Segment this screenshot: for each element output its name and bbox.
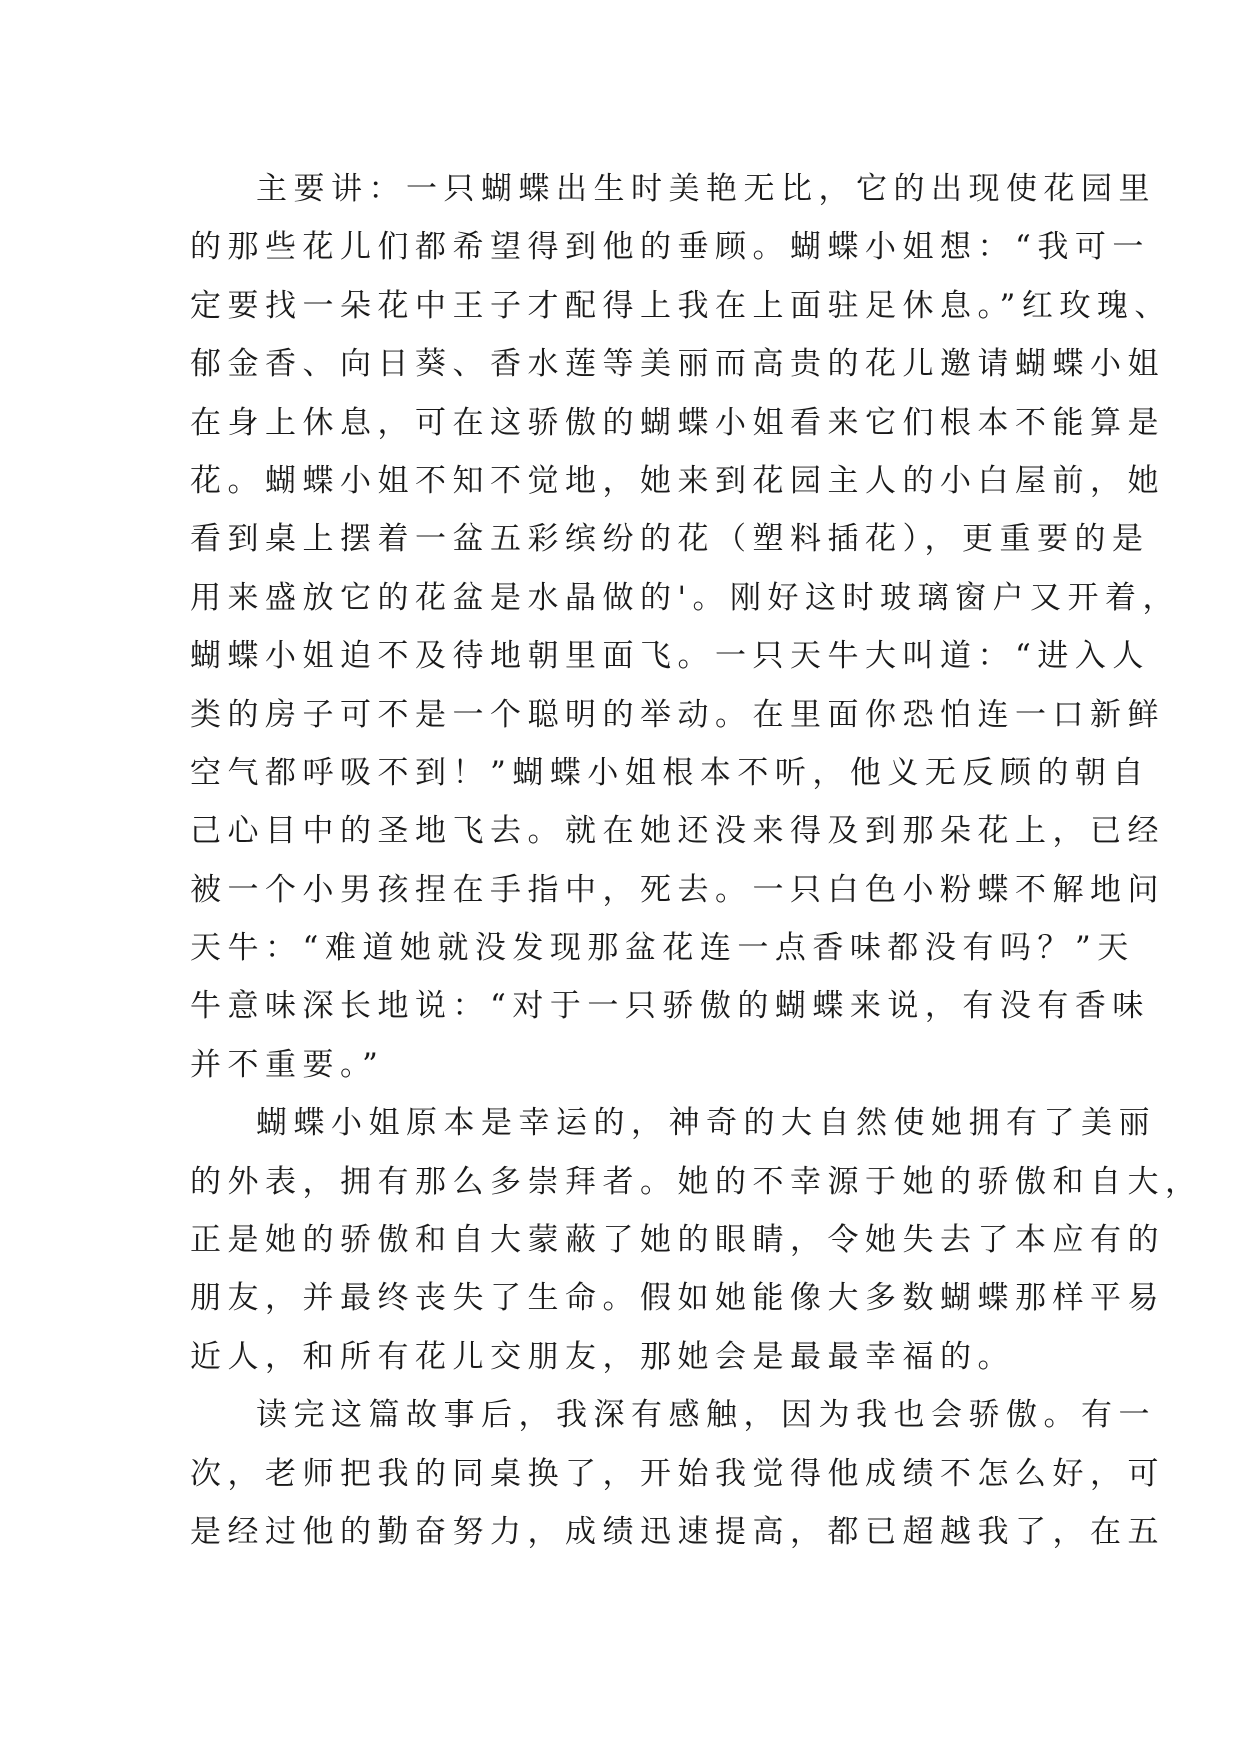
text-line: 的外表，拥有那么多崇拜者。她的不幸源于她的骄傲和自大，: [190, 1163, 1203, 1200]
text-line: 次，老师把我的同桌换了，开始我觉得他成绩不怎么好，可: [190, 1455, 1165, 1492]
document-body: [190, 160, 1203, 1561]
text-line: 郁金香、向日葵、香水莲等美丽而高贵的花儿邀请蝴蝶小姐: [190, 346, 1165, 383]
text-line: 天牛：“难道她就没发现那盆花连一点香味都没有吗？”天: [190, 930, 1135, 967]
text-line: 蝴蝶小姐迫不及待地朝里面飞。一只天牛大叫道：“进入人: [190, 638, 1150, 675]
text-line: 的那些花儿们都希望得到他的垂顾。蝴蝶小姐想：“我可一: [190, 229, 1150, 266]
text-line: 己心目中的圣地飞去。就在她还没来得及到那朵花上，已经: [190, 813, 1165, 850]
text-line: 读完这篇故事后，我深有感触，因为我也会骄傲。有一: [256, 1397, 1156, 1434]
text-line: 定要找一朵花中王子才配得上我在上面驻足休息。”红玫瑰、: [190, 287, 1172, 324]
text-line: 看到桌上摆着一盆五彩缤纷的花（塑料插花），更重要的是: [190, 521, 1150, 558]
text-line: 被一个小男孩捏在手指中，死去。一只白色小粉蝶不解地问: [190, 871, 1165, 908]
text-line: 用来盛放它的花盆是水晶做的'。刚好这时玻璃窗户又开着，: [190, 579, 1181, 616]
text-line: 并不重要。”: [190, 1046, 385, 1083]
text-line: 花。蝴蝶小姐不知不觉地，她来到花园主人的小白屋前，她: [190, 462, 1165, 499]
text-line: 蝴蝶小姐原本是幸运的，神奇的大自然使她拥有了美丽: [256, 1105, 1156, 1142]
text-line: 牛意味深长地说：“对于一只骄傲的蝴蝶来说，有没有香味: [190, 988, 1150, 1025]
text-line: 是经过他的勤奋努力，成绩迅速提高，都已超越我了，在五: [190, 1513, 1165, 1550]
text-line: 主要讲：一只蝴蝶出生时美艳无比，它的出现使花园里: [256, 171, 1156, 207]
text-line: 正是她的骄傲和自大蒙蔽了她的眼睛，令她失去了本应有的: [190, 1222, 1165, 1259]
text-line: 朋友，并最终丧失了生命。假如她能像大多数蝴蝶那样平易: [190, 1280, 1165, 1317]
text-line: 在身上休息，可在这骄傲的蝴蝶小姐看来它们根本不能算是: [190, 404, 1165, 441]
text-line: 类的房子可不是一个聪明的举动。在里面你恐怕连一口新鲜: [190, 696, 1165, 733]
text-line: 近人，和所有花儿交朋友，那她会是最最幸福的。: [190, 1338, 1015, 1375]
text-line: 空气都呼吸不到！”蝴蝶小姐根本不听，他义无反顾的朝自: [190, 754, 1150, 791]
